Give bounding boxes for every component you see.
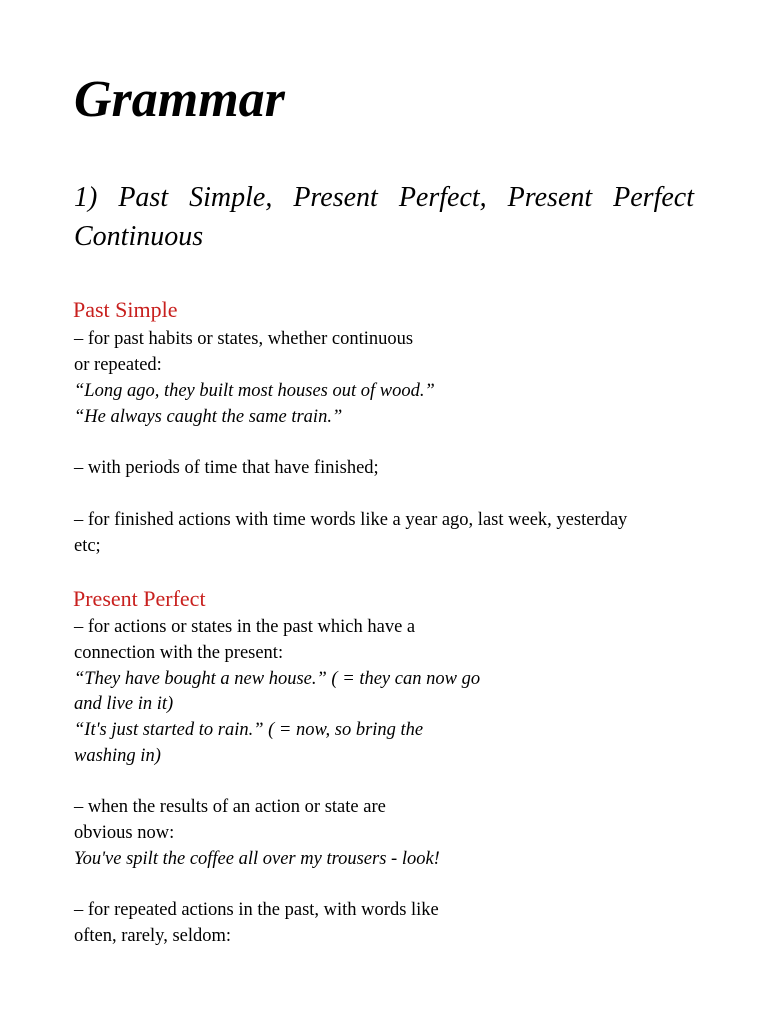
text-line: – for actions or states in the past which have a — [74, 617, 416, 637]
section-heading: 1) Past Simple, Present Perfect, Present Perfect Continuous — [74, 182, 694, 252]
text-line: – for repeated actions in the past, with words like — [74, 900, 439, 920]
page-title: Grammar — [74, 71, 285, 128]
text-line: obvious now: — [74, 823, 175, 843]
example-line: “It's just started to rain.” ( = now, so bring the — [74, 720, 424, 740]
text-line: often, rarely, seldom: — [74, 926, 232, 946]
subheading-past-simple: Past Simple — [73, 297, 178, 322]
text-line: – for finished actions with time words like a year ago, last week, yesterday — [74, 510, 628, 530]
example-line: You've spilt the coffee all over my trousers - look! — [74, 849, 440, 869]
example-line: “They have bought a new house.” ( = they can now go — [74, 669, 481, 689]
example-line: and live in it) — [74, 694, 174, 714]
text-line: etc; — [74, 536, 101, 556]
example-line: washing in) — [74, 746, 161, 766]
example-line: “Long ago, they built most houses out of wood.” — [74, 381, 435, 401]
text-line: – when the results of an action or state are — [74, 797, 386, 817]
text-line: – with periods of time that have finished; — [74, 458, 379, 478]
text-line: – for past habits or states, whether continuous — [74, 329, 414, 349]
text-line: or repeated: — [74, 355, 162, 375]
text-line: connection with the present: — [74, 643, 284, 663]
example-line: “He always caught the same train.” — [74, 407, 343, 427]
subheading-present-perfect: Present Perfect — [73, 586, 206, 611]
